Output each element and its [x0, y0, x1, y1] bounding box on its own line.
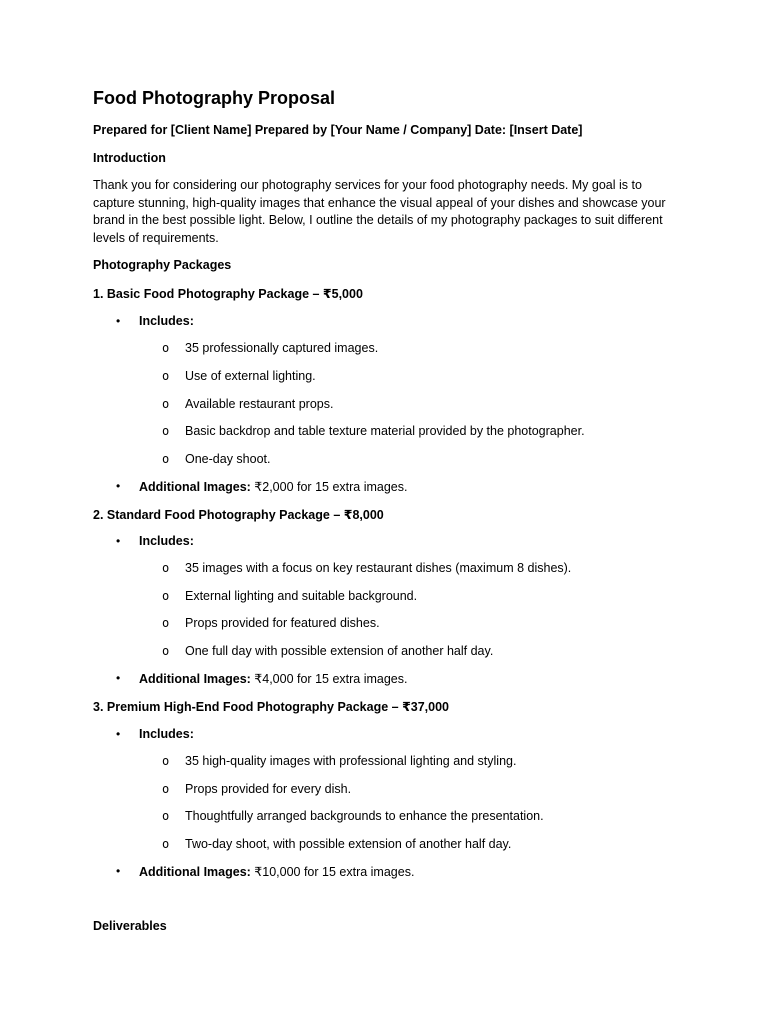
- package-1-includes: [116, 314, 194, 328]
- sub-bullet-icon: o: [162, 561, 170, 575]
- introduction-paragraph: Thank you for considering our photography services for your food photography needs. My goal is to capture stunning, high-quality images that enhance the visual appeal of your dishes and showcase your brand in the best possible light. Below, I outline the details of my photography packages to suit different levels of requirements.: [93, 178, 666, 245]
- additional-label: Additional Images:: [139, 672, 251, 686]
- deliverables-heading: Deliverables: [93, 919, 167, 933]
- sub-bullet-icon: o: [162, 809, 170, 823]
- additional-text: ₹10,000 for 15 extra images.: [250, 865, 415, 879]
- sub-bullet-icon: o: [162, 782, 170, 796]
- additional-text: ₹4,000 for 15 extra images.: [250, 672, 408, 686]
- list-item-text: Props provided for every dish.: [185, 782, 352, 796]
- bullet-icon: •: [116, 864, 121, 878]
- list-item-text: One-day shoot.: [185, 452, 271, 466]
- list-item: [162, 424, 585, 438]
- list-item-text: Two-day shoot, with possible extension of another half day.: [185, 837, 512, 851]
- package-3-includes: [116, 727, 194, 741]
- bullet-icon: •: [116, 671, 121, 685]
- bullet-icon: •: [116, 727, 121, 741]
- additional-label: Additional Images:: [139, 865, 251, 879]
- list-item: [162, 397, 334, 411]
- bullet-icon: •: [116, 534, 121, 548]
- additional-label: Additional Images:: [139, 480, 251, 494]
- additional-text: ₹2,000 for 15 extra images.: [250, 480, 408, 494]
- bullet-icon: •: [116, 314, 121, 328]
- package-2-includes: [116, 534, 194, 548]
- sub-bullet-icon: o: [162, 616, 170, 630]
- prepared-line: Prepared for [Client Name] Prepared by [Your Name / Company] Date: [Insert Date]: [93, 123, 583, 137]
- document-title: Food Photography Proposal: [93, 88, 335, 108]
- list-item-text: 35 professionally captured images.: [185, 341, 379, 355]
- sub-bullet-icon: o: [162, 644, 170, 658]
- list-item: [162, 452, 271, 466]
- sub-bullet-icon: o: [162, 589, 170, 603]
- list-item: [162, 341, 379, 355]
- sub-bullet-icon: o: [162, 341, 170, 355]
- bullet-icon: •: [116, 479, 121, 493]
- list-item-text: External lighting and suitable background.: [185, 589, 418, 603]
- list-item: [162, 754, 517, 768]
- list-item: [162, 809, 544, 823]
- introduction-heading: Introduction: [93, 151, 166, 165]
- list-item: [162, 369, 316, 383]
- list-item: [162, 782, 352, 796]
- sub-bullet-icon: o: [162, 837, 170, 851]
- list-item: [162, 616, 380, 630]
- sub-bullet-icon: o: [162, 397, 170, 411]
- sub-bullet-icon: o: [162, 369, 170, 383]
- package-1-additional: [116, 479, 408, 494]
- includes-label: Includes:: [139, 727, 194, 741]
- includes-label: Includes:: [139, 314, 194, 328]
- list-item-text: 35 images with a focus on key restaurant dishes (maximum 8 dishes).: [185, 561, 572, 575]
- list-item-text: Props provided for featured dishes.: [185, 616, 380, 630]
- package-2-additional: [116, 671, 408, 686]
- includes-label: Includes:: [139, 534, 194, 548]
- package-2-heading: 2. Standard Food Photography Package – ₹8,000: [93, 508, 384, 522]
- list-item: [162, 561, 572, 575]
- sub-bullet-icon: o: [162, 754, 170, 768]
- package-3-heading: 3. Premium High-End Food Photography Package – ₹37,000: [93, 700, 450, 714]
- package-3-additional: [116, 864, 415, 879]
- list-item: [162, 589, 418, 603]
- list-item-text: Thoughtfully arranged backgrounds to enhance the presentation.: [185, 809, 544, 823]
- list-item-text: Use of external lighting.: [185, 369, 316, 383]
- list-item: [162, 644, 494, 658]
- list-item: [162, 837, 512, 851]
- list-item-text: One full day with possible extension of another half day.: [185, 644, 494, 658]
- list-item-text: Available restaurant props.: [185, 397, 334, 411]
- sub-bullet-icon: o: [162, 452, 170, 466]
- package-1-heading: 1. Basic Food Photography Package – ₹5,000: [93, 287, 363, 301]
- packages-heading: Photography Packages: [93, 258, 232, 272]
- list-item-text: 35 high-quality images with professional lighting and styling.: [185, 754, 517, 768]
- sub-bullet-icon: o: [162, 424, 170, 438]
- list-item-text: Basic backdrop and table texture material provided by the photographer.: [185, 424, 585, 438]
